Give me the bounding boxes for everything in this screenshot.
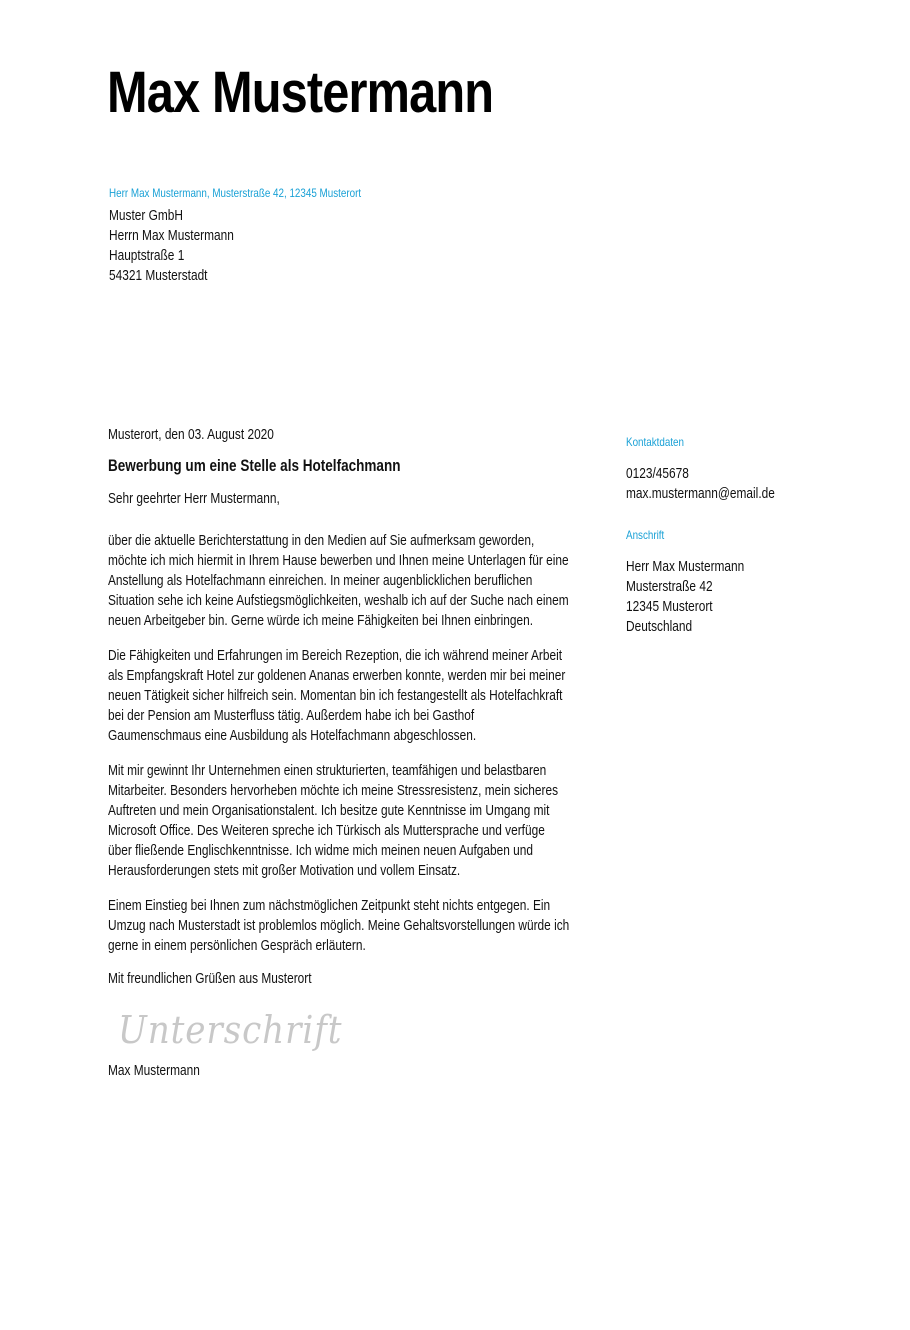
paragraph-line: neuen Arbeitgeber bin. Gerne würde ich meine Fähigkeiten bei Ihnen einbringen. [108, 613, 534, 629]
email-address: max.mustermann@email.de [626, 486, 775, 502]
paragraph-line: neuen Tätigkeit sicher hilfreich sein. Momentan bin ich festangestellt als Hotelfachkraft [108, 688, 563, 704]
paragraph-line: Anstellung als Hotelfachmann einreichen. In meiner augenblicklichen beruflichen [108, 573, 533, 589]
paragraph-line: Microsoft Office. Des Weiteren spreche ich Türkisch als Muttersprache und verfüge [108, 823, 545, 839]
letter-body [108, 531, 708, 971]
phone-number: 0123/45678 [626, 466, 689, 482]
address-line: Herr Max Mustermann [626, 559, 745, 575]
sender-return-address: Herr Max Mustermann, Musterstraße 42, 12345 Musterort [109, 186, 362, 200]
paragraph-line: Die Fähigkeiten und Erfahrungen im Bereich Rezeption, die ich während meiner Arbeit [108, 648, 563, 664]
paragraph-line: möchte ich mich hiermit in Ihrem Hause bewerben und Ihnen meine Unterlagen für eine [108, 553, 569, 569]
paragraph-line: Einem Einstieg bei Ihnen zum nächstmöglichen Zeitpunkt steht nichts entgegen. Ein [108, 898, 551, 914]
signature-image: Unterschrift [118, 1008, 343, 1052]
recipient-address [109, 206, 234, 286]
address-line: Musterstraße 42 [626, 579, 713, 595]
paragraph-line: Mit mir gewinnt Ihr Unternehmen einen strukturierten, teamfähigen und belastbaren [108, 763, 547, 779]
body-paragraph [108, 646, 600, 746]
applicant-name-heading: Max Mustermann [107, 60, 494, 125]
paragraph-line: Herausforderungen stets mit großer Motivation und vollem Einsatz. [108, 863, 461, 879]
contact-label: Kontaktdaten [626, 435, 685, 449]
recipient-line: Hauptstraße 1 [109, 248, 185, 264]
paragraph-line: über die aktuelle Berichterstattung in den Medien auf Sie aufmerksam geworden, [108, 533, 535, 549]
paragraph-line: gerne in einem persönlichen Gespräch erläutern. [108, 938, 366, 954]
paragraph-line: bei der Pension am Musterfluss tätig. Außerdem habe ich bei Gasthof [108, 708, 475, 724]
paragraph-line: als Empfangskraft Hotel zur goldenen Ananas erwerben konnte, werden mir bei meiner [108, 668, 566, 684]
sidebar-address [626, 525, 770, 637]
body-paragraph [108, 761, 600, 881]
letter-date: Musterort, den 03. August 2020 [108, 427, 274, 443]
letter-closing: Mit freundlichen Grüßen aus Musterort [108, 971, 312, 987]
paragraph-line: Mitarbeiter. Besonders hervorheben möchte ich meine Stressresistenz, mein sicheres [108, 783, 559, 799]
paragraph-line: Gaumenschmaus eine Ausbildung als Hotelfachmann abgeschlossen. [108, 728, 477, 744]
address-line: 12345 Musterort [626, 599, 713, 615]
recipient-line: Muster GmbH [109, 208, 184, 224]
paragraph-line: Situation sehe ich keine Aufstiegsmöglichkeiten, weshalb ich auf der Suche nach einem [108, 593, 569, 609]
address-line: Deutschland [626, 619, 693, 635]
letter-salutation: Sehr geehrter Herr Mustermann, [108, 491, 280, 507]
signer-name: Max Mustermann [108, 1063, 200, 1079]
paragraph-line: Auftreten und mein Organisationstalent. Ich besitze gute Kenntnisse im Umgang mit [108, 803, 550, 819]
recipient-line: Herrn Max Mustermann [109, 228, 234, 244]
body-paragraph [108, 531, 600, 631]
address-label: Anschrift [626, 528, 665, 542]
letter-subject: Bewerbung um eine Stelle als Hotelfachmann [108, 457, 401, 475]
recipient-line: 54321 Musterstadt [109, 268, 208, 284]
sidebar-contact [626, 432, 808, 504]
body-paragraph [108, 896, 600, 956]
paragraph-line: über fließende Englischkenntnisse. Ich widme mich meinen neuen Aufgaben und [108, 843, 534, 859]
paragraph-line: Umzug nach Musterstadt ist problemlos möglich. Meine Gehaltsvorstellungen würde ich [108, 918, 570, 934]
